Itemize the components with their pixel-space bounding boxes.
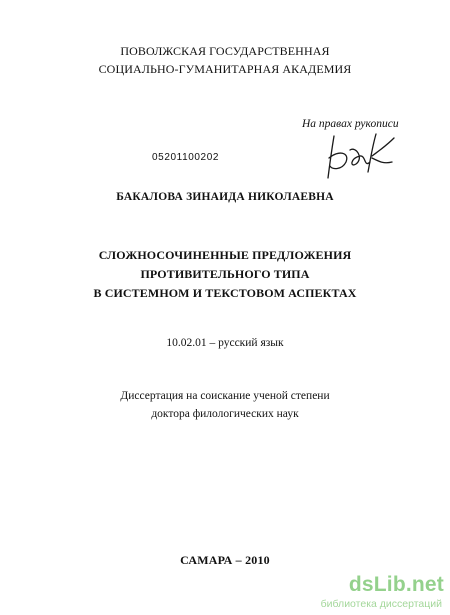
specialty-code: 10.02.01 – русский язык <box>166 337 284 349</box>
watermark-subtitle: библиотека диссертаций <box>320 598 442 610</box>
catalog-code: 05201100202 <box>152 152 220 163</box>
rights-note: На правах рукописи <box>302 118 399 130</box>
handwritten-signature-icon <box>320 128 400 182</box>
degree-line-1: Диссертация на соискание ученой степени <box>120 390 330 402</box>
dissertation-title-line-2: ПРОТИВИТЕЛЬНОГО ТИПА <box>140 267 310 281</box>
dissertation-title-line-3: В СИСТЕМНОМ И ТЕКСТОВОМ АСПЕКТАХ <box>93 286 357 300</box>
degree-line-2: доктора филологических наук <box>151 408 299 420</box>
dissertation-title-line-1: СЛОЖНОСОЧИНЕННЫЕ ПРЕДЛОЖЕНИЯ <box>98 248 352 262</box>
watermark-brand: dsLib.net <box>348 573 444 596</box>
author-name: БАКАЛОВА ЗИНАИДА НИКОЛАЕВНА <box>116 191 334 203</box>
watermark[interactable] <box>304 573 444 613</box>
city-year: САМАРА – 2010 <box>180 553 270 567</box>
institution-line-1: ПОВОЛЖСКАЯ ГОСУДАРСТВЕННАЯ <box>120 44 330 58</box>
institution-line-2: СОЦИАЛЬНО-ГУМАНИТАРНАЯ АКАДЕМИЯ <box>98 62 352 76</box>
